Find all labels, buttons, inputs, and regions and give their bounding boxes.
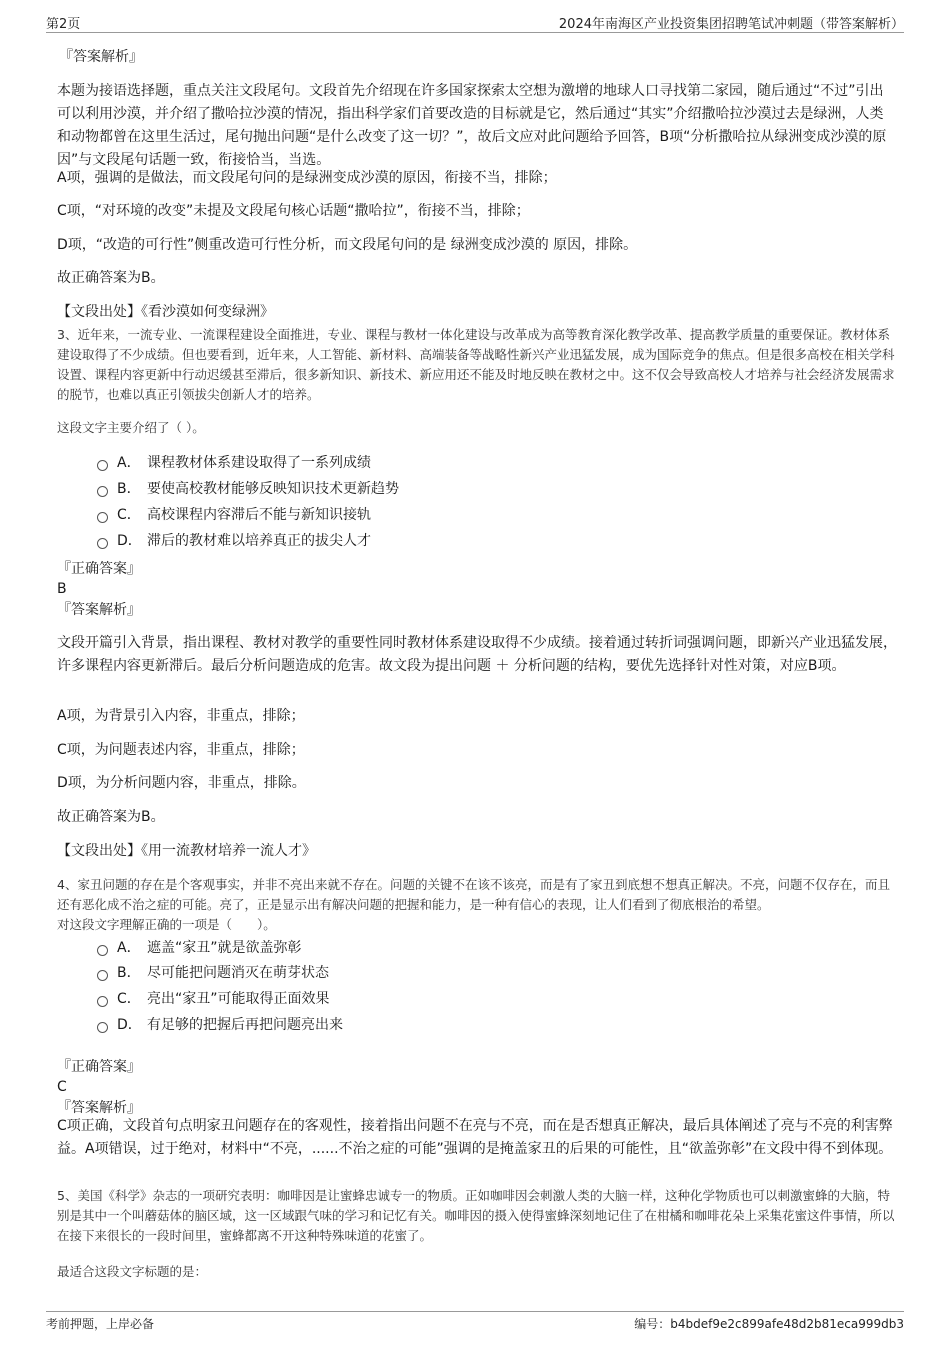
radio-icon[interactable] xyxy=(97,996,108,1007)
q3-analysis-text: 文段开篇引入背景，指出课程、教材对教学的重要性同时教材体系建设取得不少成绩。接着通过转折词强调问题，即新兴产业迅猛发展，许多课程内容更新滞后。最后分析问题造成的危害。故文段为提出问题 ＋ 分析问题的结构，要优先选择针对性对策，对应B项。 xyxy=(57,635,897,674)
option-text: 高校课程内容滞后不能与新知识接轨 xyxy=(147,507,371,523)
option-text: 课程教材体系建设取得了一系列成绩 xyxy=(147,455,371,471)
q4-option-b[interactable] xyxy=(97,962,329,984)
q2-analysis-d: D项，“改造的可行性”侧重改造可行性分析，而文段尾句问的是 绿洲变成沙漠的 原因，排除。 xyxy=(57,237,638,253)
q2-analysis-a: A项，强调的是做法，而文段尾句问的是绿洲变成沙漠的原因，衔接不当，排除； xyxy=(57,170,557,186)
radio-icon[interactable] xyxy=(97,1022,108,1033)
option-text: 尽可能把问题消灭在萌芽状态 xyxy=(147,965,329,981)
q3-source: 【文段出处】《用一流教材培养一流人才》 xyxy=(57,843,316,859)
radio-icon[interactable] xyxy=(97,460,108,471)
option-text: 遮盖“家丑”就是欲盖弥彰 xyxy=(147,940,302,956)
q3-answer-label: 『正确答案』 xyxy=(57,561,141,577)
q2-conclusion: 故正确答案为B。 xyxy=(57,270,165,286)
option-text: 滞后的教材难以培养真正的拔尖人才 xyxy=(147,533,371,549)
q3-analysis-a: A项，为背景引入内容，非重点，排除； xyxy=(57,708,305,724)
q4-answer-label: 『正确答案』 xyxy=(57,1059,141,1075)
q2-analysis-label: 『答案解析』 xyxy=(59,49,143,65)
q2-source: 【文段出处】《看沙漠如何变绿洲》 xyxy=(57,304,274,320)
option-letter: A． xyxy=(117,940,141,956)
q3-option-b[interactable] xyxy=(97,478,399,500)
q4-option-a[interactable] xyxy=(97,937,302,959)
q4-answer: C xyxy=(57,1079,67,1095)
radio-icon[interactable] xyxy=(97,486,108,497)
radio-icon[interactable] xyxy=(97,512,108,523)
radio-icon[interactable] xyxy=(97,538,108,549)
q3-conclusion: 故正确答案为B。 xyxy=(57,809,165,825)
option-letter: B． xyxy=(117,965,141,981)
q2-analysis-text: 本题为接语选择题，重点关注文段尾句。文段首先介绍现在许多国家探索太空想为激增的地球人口寻找第二家园，随后通过“不过”引出可以利用沙漠，并介绍了撒哈拉沙漠的情况，指出科学家们首要改造的目标就是它，然后通过“其实”介绍撒哈拉沙漠过去是绿洲，人类和动物都曾在这里生活过，尾句抛出问题“是什么改变了这一切？”，故后文应对此问题给予回答，B项“分析撒哈拉从绿洲变成沙漠的原因”与文段尾句话题一致，衔接恰当，当选。 xyxy=(57,83,887,168)
q2-analysis-c: C项，“对环境的改变”未提及文段尾句核心话题“撒哈拉”，衔接不当，排除； xyxy=(57,203,530,219)
footer-code xyxy=(634,1315,904,1332)
option-letter: D． xyxy=(117,533,142,549)
option-letter: C． xyxy=(117,507,141,523)
header-divider xyxy=(46,32,904,33)
option-letter: B． xyxy=(117,481,141,497)
q3-analysis-label: 『答案解析』 xyxy=(57,602,141,618)
q4-option-c[interactable] xyxy=(97,988,330,1010)
q5-stem: 5、美国《科学》杂志的一项研究表明：咖啡因是让蜜蜂忠诚专一的物质。正如咖啡因会刺激人类的大脑一样，这种化学物质也可以刺激蜜蜂的大脑，特别是其中一个叫蘑菇体的脑区域，这一区域跟气味的学习和记忆有关。咖啡因的摄入使得蜜蜂深刻地记住了在柑橘和咖啡花朵上采集花蜜这件事情，所以在接下来很长的一段时间里，蜜蜂都离不开这种特殊味道的花蜜了。 xyxy=(57,1188,895,1243)
radio-icon[interactable] xyxy=(97,945,108,956)
q3-analysis-d: D项，为分析问题内容，非重点，排除。 xyxy=(57,775,306,791)
option-letter: A． xyxy=(117,455,141,471)
option-text: 要使高校教材能够反映知识技术更新趋势 xyxy=(147,481,399,497)
q3-answer: B xyxy=(57,581,67,597)
option-text: 亮出“家丑”可能取得正面效果 xyxy=(147,991,330,1007)
q4-analysis-label: 『答案解析』 xyxy=(57,1100,141,1116)
option-letter: D． xyxy=(117,1017,142,1033)
footer-divider xyxy=(46,1311,904,1312)
q3-option-a[interactable] xyxy=(97,452,371,474)
option-letter: C． xyxy=(117,991,141,1007)
q3-option-d[interactable] xyxy=(97,530,371,552)
footer-slogan: 考前押题，上岸必备 xyxy=(46,1317,155,1331)
footer-code-label: 编号： xyxy=(634,1317,671,1331)
footer-code-value: b4bdef9e2c899afe48d2b81eca999db3 xyxy=(670,1317,904,1331)
page-number: 第2页 xyxy=(46,17,81,32)
document-title: 2024年南海区产业投资集团招聘笔试冲刺题（带答案解析） xyxy=(558,17,904,32)
q4-analysis-text: C项正确，文段首句点明家丑问题存在的客观性，接着指出问题不在亮与不亮，而在是否想真正解决，最后具体阐述了亮与不亮的利害弊益。A项错误，过于绝对，材料中“不亮，......不治之症的可能”强调的是掩盖家丑的后果的可能性，且“欲盖弥彰”在文段中得不到体现。 xyxy=(57,1118,893,1157)
q4-question: 对这段文字理解正确的一项是（ ）。 xyxy=(57,917,276,932)
q4-stem: 4、家丑问题的存在是个客观事实，并非不亮出来就不存在。问题的关键不在该不该亮，而是有了家丑到底想不想真正解决。不亮，问题不仅存在，而且还有恶化成不治之症的可能。亮了，正是显示出有解决问题的把握和能力，是一种有信心的表现，让人们看到了彻底根治的希望。 xyxy=(57,877,890,912)
q3-stem: 3、近年来，一流专业、一流课程建设全面推进，专业、课程与教材一体化建设与改革成为高等教育深化教学改革、提高教学质量的重要保证。教材体系建设取得了不少成绩。但也要看到，近年来，人工智能、新材料、高端装备等战略性新兴产业迅猛发展，成为国际竞争的焦点。但是很多高校在相关学科设置、课程内容更新中行动迟缓甚至滞后，很多新知识、新技术、新应用还不能及时地反映在教材之中。这不仅会导致高校人才培养与社会经济发展需求的脱节，也难以真正引领拔尖创新人才的培养。 xyxy=(57,327,895,402)
q3-analysis-c: C项，为问题表述内容，非重点，排除； xyxy=(57,742,305,758)
option-text: 有足够的把握后再把问题亮出来 xyxy=(147,1017,343,1033)
q5-question: 最适合这段文字标题的是： xyxy=(57,1264,208,1279)
q3-option-c[interactable] xyxy=(97,504,371,526)
q4-option-d[interactable] xyxy=(97,1014,343,1036)
radio-icon[interactable] xyxy=(97,970,108,981)
q3-question: 这段文字主要介绍了（ ）。 xyxy=(57,420,205,435)
